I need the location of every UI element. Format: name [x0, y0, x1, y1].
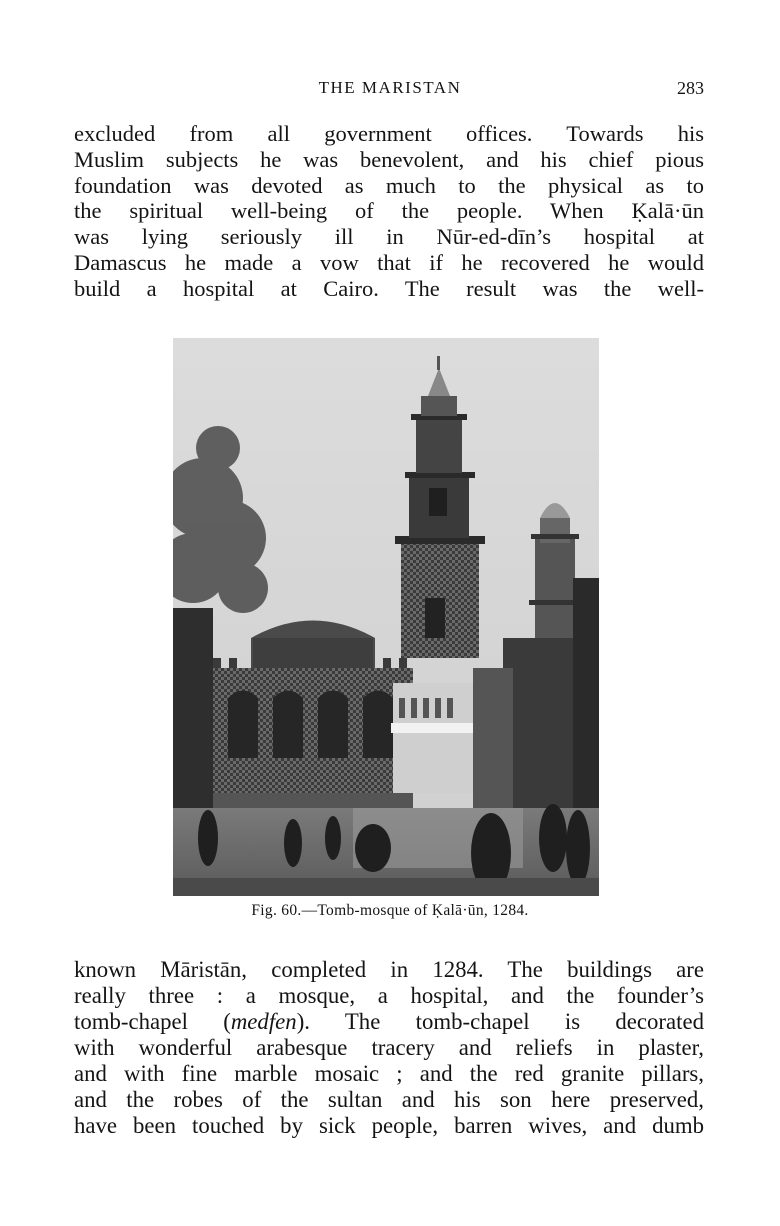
text-fragment: ). The tomb-chapel is decorated — [296, 1009, 704, 1034]
text-line: was lying seriously ill in Nūr-ed-dīn’s hospital at — [74, 224, 704, 250]
figure-caption: Fig. 60.—Tomb-mosque of Ḳalā·ūn, 1284. — [251, 902, 529, 919]
text-line: Damascus he made a vow that if he recovered he would — [74, 249, 704, 275]
page-header — [74, 78, 706, 102]
text-line: known Māristān, completed in 1284. The buildings are — [74, 957, 704, 982]
photo-tomb-mosque — [173, 338, 599, 896]
page-number: 283 — [677, 78, 704, 98]
text-line: really three : a mosque, a hospital, and the founder’s — [74, 983, 704, 1008]
text-line: Muslim subjects he was benevolent, and his chief pious — [74, 146, 704, 172]
text-line: and the robes of the sultan and his son here preserved, — [74, 1087, 704, 1112]
italic-term: medfen — [230, 1009, 297, 1034]
bottom-paragraph — [74, 957, 704, 1139]
running-title: THE MARISTAN — [318, 78, 462, 97]
text-line: with wonderful arabesque tracery and reliefs in plaster, — [74, 1035, 704, 1060]
text-line — [74, 1009, 704, 1035]
text-line: and with fine marble mosaic ; and the red granite pillars, — [74, 1061, 704, 1086]
top-paragraph — [74, 121, 704, 302]
text-fragment: tomb-chapel ( — [74, 1009, 231, 1034]
text-line: foundation was devoted as much to the physical as to — [74, 172, 704, 198]
text-line: the spiritual well-being of the people. When Ḳalā·ūn — [74, 198, 704, 224]
text-line: excluded from all government offices. Towards his — [74, 121, 704, 146]
text-line: build a hospital at Cairo. The result was the well- — [74, 275, 704, 301]
text-line: have been touched by sick people, barren wives, and dumb — [74, 1113, 704, 1138]
